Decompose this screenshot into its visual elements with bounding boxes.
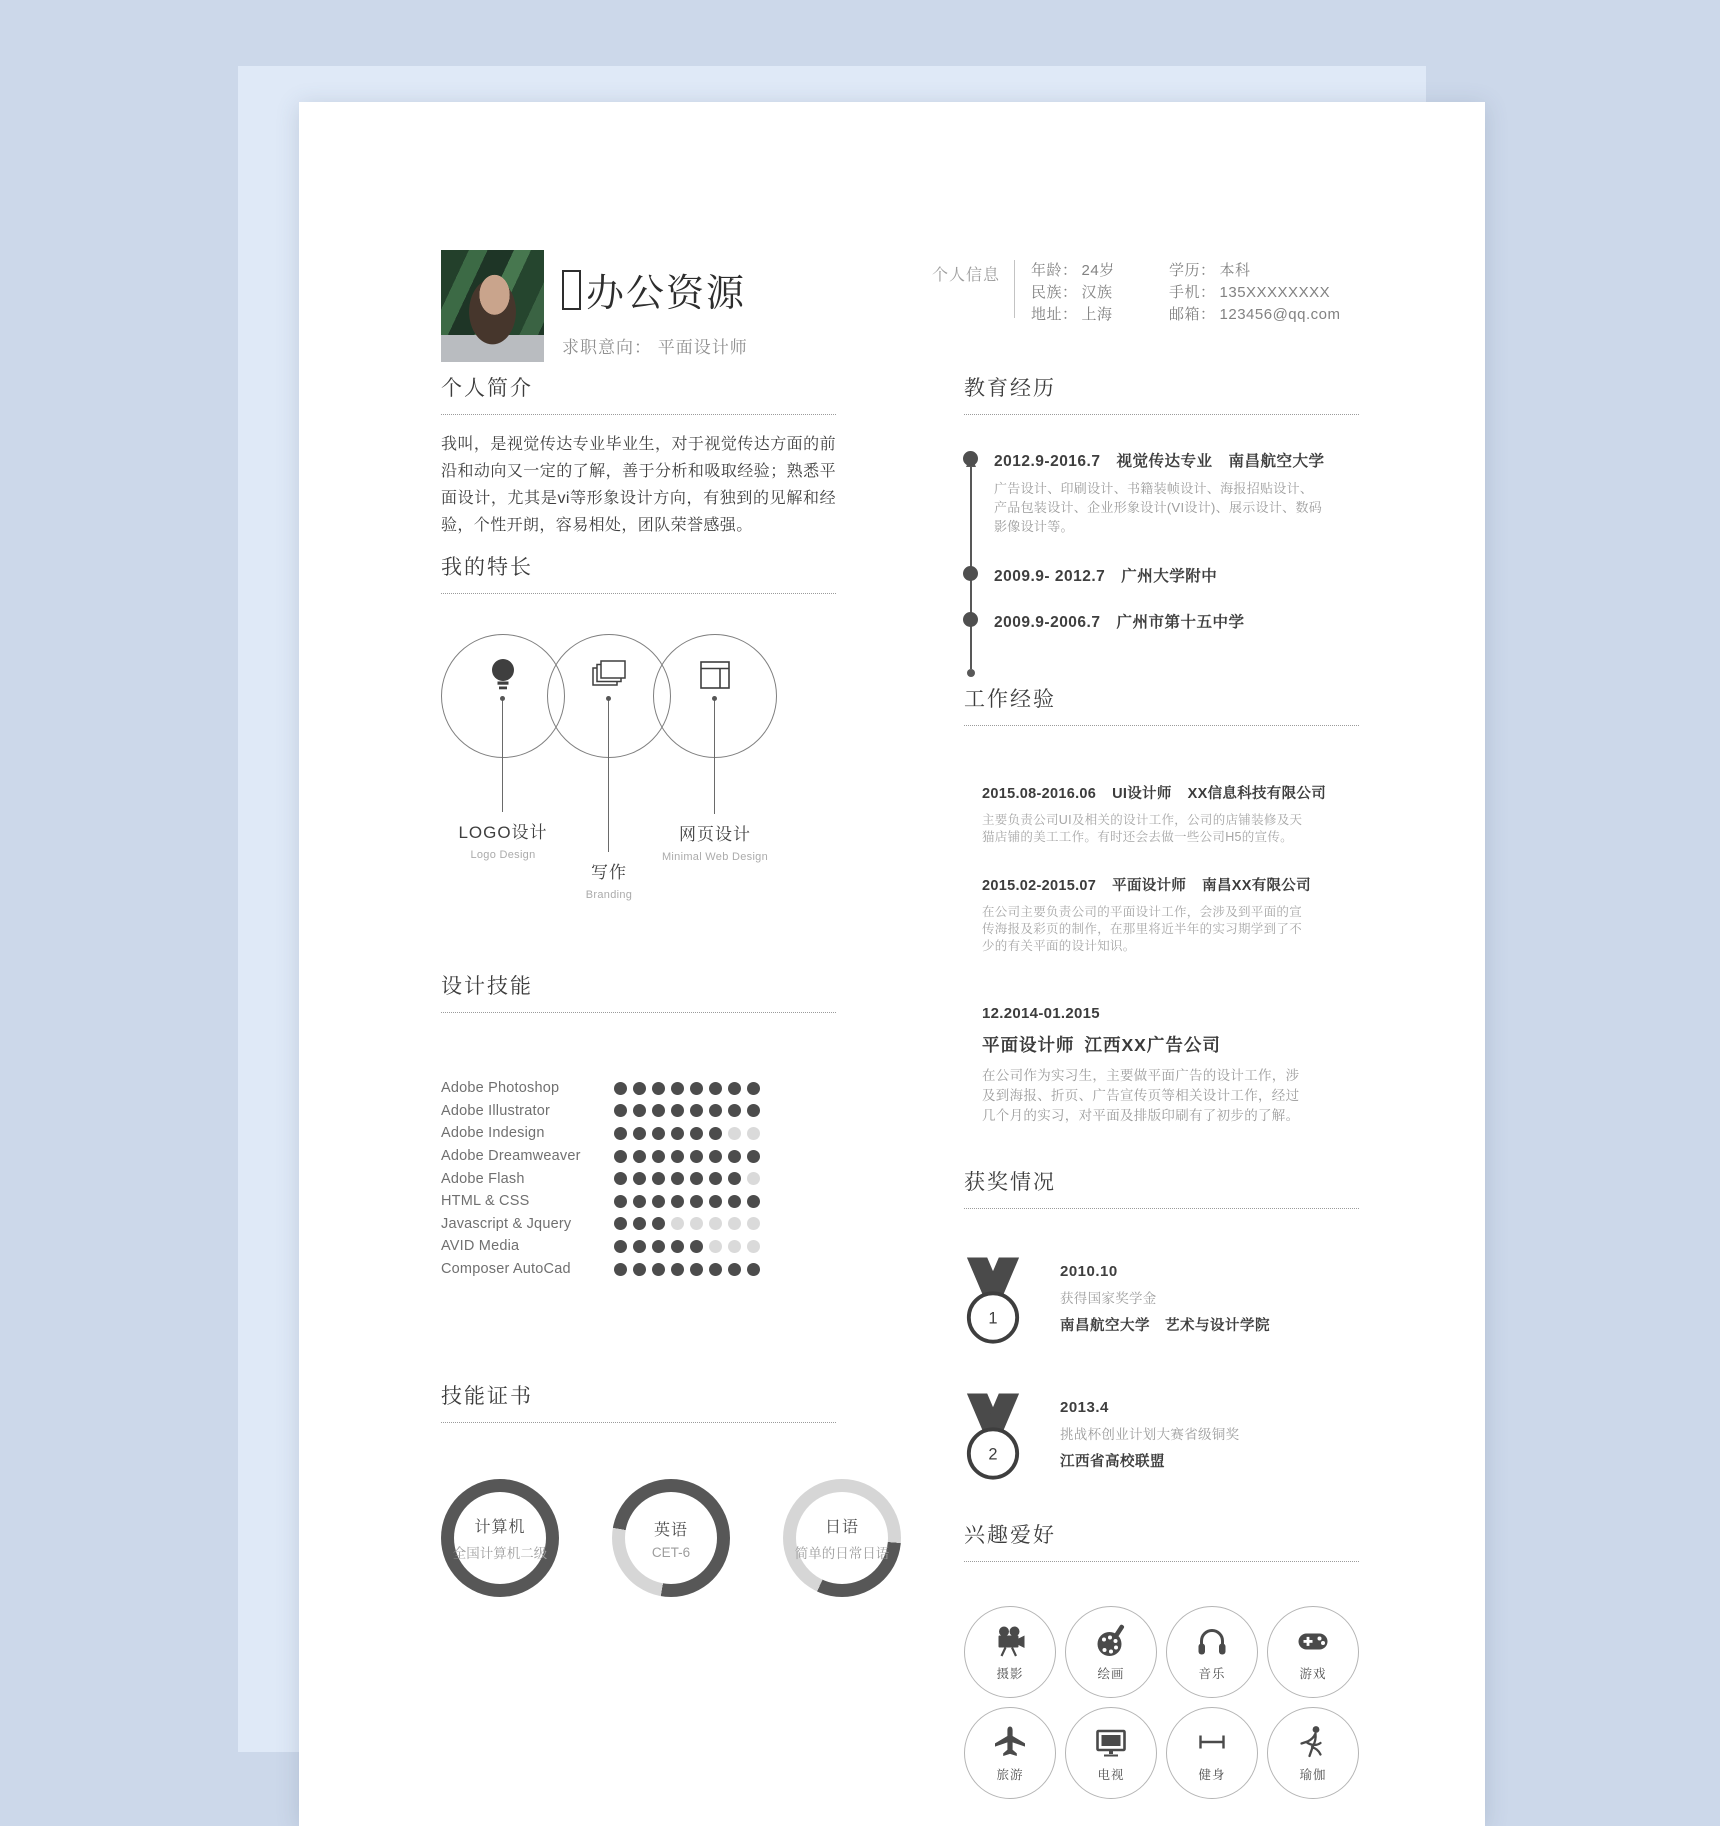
- level-dot-filled: [614, 1104, 627, 1117]
- skill-row: [441, 1100, 836, 1123]
- specialty-subtitle: Logo Design: [470, 849, 536, 861]
- specialty-name: 写作: [591, 863, 627, 882]
- level-dot-filled: [671, 1195, 684, 1208]
- level-dot-filled: [728, 1104, 741, 1117]
- work-desc: 在公司作为实习生，主要做平面广告的设计工作，涉及到海报、折页、广告宣传页等相关设计工作，经过几个月的实习，对平面及排版印刷有了初步的了解。: [982, 1068, 1300, 1123]
- specialty-label: [418, 818, 588, 861]
- level-dot-filled: [633, 1172, 646, 1185]
- skill-name: AVID Media: [441, 1238, 520, 1255]
- education-school: 广州市第十五中学: [1116, 614, 1245, 631]
- certificate-donut: [612, 1479, 730, 1597]
- certificate-donuts: [441, 1479, 890, 1597]
- specialty-name: LOGO设计: [458, 823, 548, 842]
- level-dot-filled: [747, 1104, 760, 1117]
- work-company: XX信息科技有限公司: [1187, 786, 1326, 802]
- headphones-icon: [1194, 1622, 1230, 1660]
- personal-info-row: [1169, 304, 1359, 326]
- level-dot-filled: [709, 1172, 722, 1185]
- skill-row: [441, 1190, 836, 1213]
- level-dot-filled: [709, 1195, 722, 1208]
- level-dot-filled: [652, 1150, 665, 1163]
- work-company: 南昌XX有限公司: [1202, 878, 1311, 894]
- hobby-item: [1166, 1707, 1258, 1799]
- personal-info-label: 个人信息: [931, 267, 1000, 284]
- info-label: 手机：: [1169, 284, 1216, 301]
- plane-icon: [992, 1723, 1028, 1761]
- fitness-icon: [1194, 1723, 1230, 1761]
- level-dot-empty: [709, 1240, 722, 1253]
- award-item: [964, 1393, 1359, 1483]
- level-dot-empty: [728, 1127, 741, 1140]
- education-timeline: [964, 449, 1359, 683]
- camera-icon: [992, 1622, 1028, 1660]
- level-dot-filled: [671, 1082, 684, 1095]
- level-dot-filled: [614, 1150, 627, 1163]
- level-dot-empty: [747, 1127, 760, 1140]
- level-dot-filled: [728, 1195, 741, 1208]
- personal-info-row: [1169, 260, 1359, 282]
- info-label: 民族：: [1031, 284, 1078, 301]
- level-dot-filled: [671, 1240, 684, 1253]
- skill-level-dots: [614, 1240, 760, 1253]
- level-dot-filled: [614, 1217, 627, 1230]
- hobby-item: [1065, 1606, 1157, 1698]
- medal-icon: [964, 1393, 1022, 1483]
- certificate-donut: [783, 1479, 901, 1597]
- section-title-hobbies: 兴趣爱好: [964, 1519, 1359, 1562]
- level-dot-empty: [671, 1217, 684, 1230]
- level-dot-filled: [614, 1127, 627, 1140]
- work-role: 平面设计师: [1112, 878, 1187, 894]
- skill-level-dots: [614, 1217, 760, 1230]
- education-period: 2009.9- 2012.7: [994, 568, 1106, 585]
- hobby-item: [1267, 1707, 1359, 1799]
- job-intent-label: 求职意向：: [562, 338, 652, 357]
- level-dot-filled: [690, 1172, 703, 1185]
- personal-info-col1: [1031, 260, 1169, 366]
- level-dot-filled: [709, 1127, 722, 1140]
- level-dot-filled: [652, 1240, 665, 1253]
- hobby-item: [1267, 1606, 1359, 1698]
- job-intent: [562, 333, 748, 358]
- hobby-item: [964, 1707, 1056, 1799]
- level-dot-empty: [747, 1172, 760, 1185]
- skill-row: [441, 1077, 836, 1100]
- svg-text:1: 1: [988, 1309, 998, 1328]
- level-dot-filled: [690, 1195, 703, 1208]
- level-dot-filled: [671, 1104, 684, 1117]
- certificate-desc: 简单的日常日语: [794, 1546, 890, 1562]
- level-dot-filled: [652, 1082, 665, 1095]
- level-dot-filled: [614, 1263, 627, 1276]
- section-title-specialties: 我的特长: [441, 551, 836, 594]
- papers-icon: [587, 655, 631, 700]
- medal-icon: [964, 1257, 1022, 1347]
- info-label: 学历：: [1169, 262, 1216, 279]
- hobby-name: 电视: [1097, 1768, 1125, 1782]
- profile-photo: [441, 250, 544, 362]
- profile-text: 我叫，是视觉传达专业毕业生，对于视觉传达方面的前沿和动向又一定的了解，善于分析和吸取经验；熟悉平面设计，尤其是vi等形象设计方向，有独到的见解和经验，个性开朗，容易相处，团队荣誉感强。: [441, 436, 836, 534]
- hobby-item: [1065, 1707, 1157, 1799]
- skill-name: Adobe Dreamweaver: [441, 1148, 581, 1165]
- specialty-label: [524, 858, 694, 901]
- connector-line: [714, 700, 715, 814]
- skill-row: [441, 1235, 836, 1258]
- level-dot-filled: [652, 1263, 665, 1276]
- certificate-donut: [441, 1479, 559, 1597]
- hobby-name: 旅游: [996, 1768, 1024, 1782]
- candidate-name: 办公资源: [586, 273, 747, 315]
- skill-row: [441, 1145, 836, 1168]
- work-list: [964, 782, 1359, 1126]
- layout-icon: [694, 655, 736, 700]
- section-title-education: 教育经历: [964, 372, 1359, 415]
- level-dot-filled: [709, 1104, 722, 1117]
- skill-name: Adobe Photoshop: [441, 1080, 560, 1097]
- hobby-name: 摄影: [996, 1667, 1024, 1681]
- connector-line: [608, 700, 609, 852]
- work-item: [982, 1005, 1359, 1126]
- level-dot-filled: [690, 1150, 703, 1163]
- award-list: [964, 1257, 1359, 1483]
- work-desc: 在公司主要负责公司的平面设计工作，会涉及到平面的宣传海报及彩页的制作，在那里将近半年的实习期学到了不少的有关平面的设计知识。: [982, 905, 1303, 953]
- level-dot-filled: [614, 1082, 627, 1095]
- section-specialties: [441, 551, 836, 946]
- hobby-name: 健身: [1198, 1768, 1226, 1782]
- work-period: 12.2014-01.2015: [982, 1005, 1100, 1022]
- level-dot-filled: [728, 1082, 741, 1095]
- yoga-icon: [1295, 1723, 1331, 1761]
- work-period: 2015.08-2016.06: [982, 786, 1097, 802]
- skill-name: Adobe Illustrator: [441, 1102, 550, 1119]
- section-work: [964, 683, 1359, 1126]
- section-certificates: [441, 1380, 890, 1597]
- section-awards: [964, 1166, 1359, 1483]
- skill-name: Adobe Flash: [441, 1170, 525, 1187]
- connector-line: [502, 700, 503, 812]
- award-desc: 挑战杯创业计划大赛省级铜奖: [1060, 1427, 1240, 1442]
- level-dot-filled: [747, 1263, 760, 1276]
- resume-page: [299, 102, 1485, 1826]
- work-role: UI设计师: [1112, 786, 1172, 802]
- info-value: 上海: [1081, 306, 1113, 323]
- level-dot-filled: [671, 1127, 684, 1140]
- section-profile: [441, 372, 836, 539]
- level-dot-filled: [671, 1150, 684, 1163]
- skill-name: Composer AutoCad: [441, 1261, 571, 1278]
- level-dot-filled: [633, 1195, 646, 1208]
- certificate-desc: CET-6: [651, 1544, 691, 1560]
- hobby-grid: [964, 1606, 1359, 1799]
- award-org: 江西省高校联盟: [1060, 1454, 1165, 1470]
- education-item: [994, 449, 1359, 536]
- level-dot-filled: [747, 1150, 760, 1163]
- section-hobbies: [964, 1519, 1359, 1799]
- skill-name: Javascript & Jquery: [441, 1215, 572, 1232]
- certificate-desc: 全国计算机二级: [452, 1546, 548, 1562]
- level-dot-empty: [709, 1217, 722, 1230]
- right-column: [964, 372, 1359, 1799]
- education-school: 广州大学附中: [1121, 568, 1218, 585]
- level-dot-filled: [633, 1127, 646, 1140]
- skill-name: HTML & CSS: [441, 1193, 530, 1210]
- education-item: [994, 610, 1359, 632]
- education-major: 视觉传达专业: [1116, 453, 1213, 470]
- level-dot-filled: [652, 1195, 665, 1208]
- skill-level-dots: [614, 1127, 760, 1140]
- skill-level-dots: [614, 1263, 760, 1276]
- skill-level-dots: [614, 1195, 760, 1208]
- divider: [1014, 260, 1015, 318]
- work-desc: 主要负责公司UI及相关的设计工作，公司的店铺装修及天猫店铺的美工工作。有时还会去做一些公司H5的宣传。: [982, 813, 1303, 844]
- education-desc: 广告设计、印刷设计、书籍装帧设计、海报招贴设计、产品包装设计、企业形象设计(VI设计)、展示设计、数码影像设计等。: [994, 481, 1323, 534]
- award-date: 2013.4: [1060, 1399, 1109, 1416]
- specialty-label: [630, 820, 800, 863]
- info-label: 地址：: [1031, 306, 1078, 323]
- work-item: [982, 874, 1359, 955]
- level-dot-filled: [728, 1263, 741, 1276]
- hobby-name: 游戏: [1299, 1667, 1327, 1681]
- work-period: 2015.02-2015.07: [982, 878, 1097, 894]
- hobby-item: [1166, 1606, 1258, 1698]
- level-dot-filled: [652, 1104, 665, 1117]
- education-school: 南昌航空大学: [1228, 453, 1325, 470]
- award-org: 南昌航空大学 艺术与设计学院: [1060, 1318, 1270, 1334]
- education-period: 2012.9-2016.7: [994, 453, 1101, 470]
- skill-row: [441, 1213, 836, 1236]
- level-dot-filled: [652, 1172, 665, 1185]
- info-value: 汉族: [1081, 284, 1113, 301]
- level-dot-empty: [747, 1240, 760, 1253]
- skill-level-dots: [614, 1172, 760, 1185]
- skill-level-dots: [614, 1082, 760, 1095]
- work-company: 江西XX广告公司: [1084, 1035, 1221, 1055]
- certificate-name: 日语: [824, 1519, 859, 1537]
- level-dot-filled: [633, 1104, 646, 1117]
- level-dot-filled: [671, 1172, 684, 1185]
- job-intent-value: 平面设计师: [657, 338, 748, 357]
- name-block: [562, 250, 748, 366]
- info-value: 123456@qq.com: [1219, 306, 1341, 323]
- hobby-item: [964, 1606, 1056, 1698]
- section-skills: [441, 970, 836, 1280]
- level-dot-filled: [652, 1127, 665, 1140]
- level-dot-filled: [652, 1217, 665, 1230]
- level-dot-filled: [709, 1082, 722, 1095]
- specialty-subtitle: Minimal Web Design: [661, 851, 769, 863]
- hobby-name: 绘画: [1097, 1667, 1125, 1681]
- personal-info-row: [1031, 282, 1169, 304]
- level-dot-filled: [690, 1082, 703, 1095]
- education-item: [994, 564, 1359, 586]
- level-dot-filled: [690, 1240, 703, 1253]
- info-label: 邮箱：: [1169, 306, 1216, 323]
- level-dot-empty: [690, 1217, 703, 1230]
- hobby-name: 瑜伽: [1299, 1768, 1327, 1782]
- level-dot-filled: [690, 1263, 703, 1276]
- left-column: [441, 372, 890, 1799]
- level-dot-filled: [633, 1150, 646, 1163]
- level-dot-filled: [690, 1104, 703, 1117]
- award-desc: 获得国家奖学金: [1060, 1291, 1157, 1306]
- info-value: 24岁: [1081, 262, 1115, 279]
- level-dot-filled: [671, 1263, 684, 1276]
- level-dot-empty: [728, 1217, 741, 1230]
- skill-row: [441, 1122, 836, 1145]
- level-dot-empty: [747, 1217, 760, 1230]
- info-value: 135XXXXXXXX: [1219, 284, 1331, 301]
- level-dot-filled: [614, 1240, 627, 1253]
- section-title-skills: 设计技能: [441, 970, 836, 1013]
- level-dot-filled: [709, 1263, 722, 1276]
- level-dot-empty: [728, 1240, 741, 1253]
- level-dot-filled: [728, 1172, 741, 1185]
- level-dot-filled: [747, 1195, 760, 1208]
- certificate-name: 英语: [653, 1521, 688, 1539]
- certificate-name: 计算机: [474, 1519, 526, 1537]
- level-dot-filled: [709, 1150, 722, 1163]
- skill-name: Adobe Indesign: [441, 1125, 545, 1142]
- section-title-awards: 获奖情况: [964, 1166, 1359, 1209]
- specialty-diagram: [441, 634, 836, 946]
- work-role: 平面设计师: [982, 1035, 1075, 1055]
- section-title-work: 工作经验: [964, 683, 1359, 726]
- tv-icon: [1093, 1723, 1129, 1761]
- level-dot-filled: [614, 1195, 627, 1208]
- level-dot-filled: [633, 1082, 646, 1095]
- info-label: 年龄：: [1031, 262, 1078, 279]
- level-dot-filled: [633, 1263, 646, 1276]
- section-title-profile: 个人简介: [441, 372, 836, 415]
- hobby-name: 音乐: [1198, 1667, 1226, 1681]
- skill-row: [441, 1167, 836, 1190]
- level-dot-filled: [633, 1217, 646, 1230]
- svg-text:2: 2: [988, 1445, 998, 1464]
- skill-level-dots: [614, 1104, 760, 1117]
- skill-list: [441, 1077, 836, 1280]
- header: [441, 250, 1359, 366]
- info-value: 本科: [1219, 262, 1251, 279]
- palette-icon: [1093, 1622, 1129, 1660]
- education-period: 2009.9-2006.7: [994, 614, 1101, 631]
- award-date: 2010.10: [1060, 1263, 1118, 1280]
- personal-info-row: [1169, 282, 1359, 304]
- level-dot-filled: [633, 1240, 646, 1253]
- personal-info-row: [1031, 260, 1169, 282]
- specialty-name: 网页设计: [679, 825, 751, 844]
- level-dot-filled: [728, 1150, 741, 1163]
- level-dot-filled: [747, 1082, 760, 1095]
- specialty-subtitle: Branding: [585, 889, 633, 901]
- personal-info-col2: [1169, 260, 1359, 366]
- skill-row: [441, 1258, 836, 1281]
- section-title-certificates: 技能证书: [441, 1380, 836, 1423]
- level-dot-filled: [614, 1172, 627, 1185]
- level-dot-filled: [690, 1127, 703, 1140]
- gamepad-icon: [1295, 1622, 1331, 1660]
- personal-info-row: [1031, 304, 1169, 326]
- section-education: [964, 372, 1359, 683]
- skill-level-dots: [614, 1150, 760, 1163]
- personal-info: [932, 250, 1359, 366]
- award-item: [964, 1257, 1359, 1347]
- missing-glyph-box-icon: [562, 270, 581, 310]
- work-item: [982, 782, 1359, 846]
